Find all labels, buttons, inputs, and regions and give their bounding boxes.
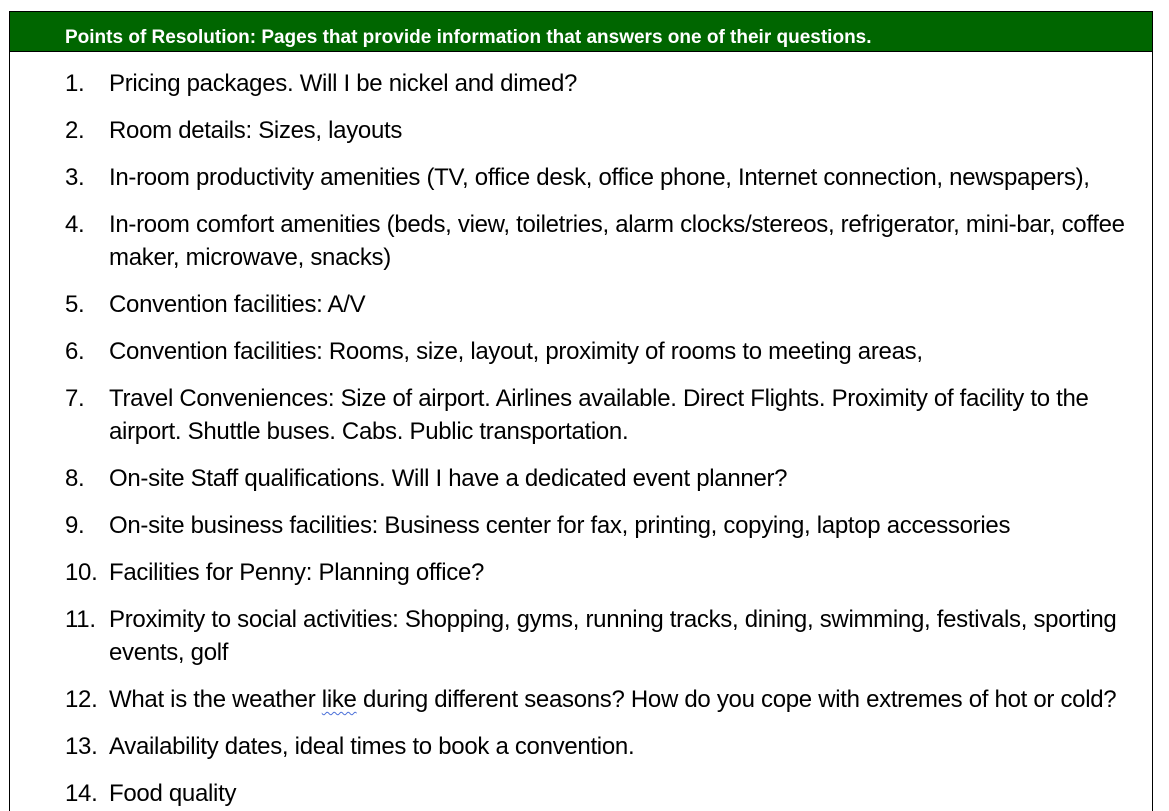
spellcheck-flagged-word[interactable]: like: [321, 686, 357, 713]
list-item-number: 10.: [65, 559, 98, 586]
list-item-number: 13.: [65, 733, 98, 760]
section-header: Points of Resolution: Pages that provide information that answers one of their questions.: [10, 12, 1152, 52]
list-item-number: 14.: [65, 780, 98, 807]
list-item-number: 7.: [65, 385, 85, 412]
list-item: [65, 777, 1145, 810]
list-item-number: 8.: [65, 465, 85, 492]
list-item: [65, 161, 1145, 194]
list-item: [65, 462, 1145, 495]
list-item-text: Facilities for Penny: Planning office?: [109, 559, 485, 586]
list-item-text: Convention facilities: A/V: [109, 291, 366, 318]
list-item-text: Convention facilities: Rooms, size, layout, proximity of rooms to meeting areas,: [109, 338, 923, 365]
list-item-number: 12.: [65, 686, 98, 713]
resolution-list: [65, 67, 1145, 811]
list-item: [65, 208, 1145, 274]
list-item: [65, 603, 1145, 669]
list-item-text: Pricing packages. Will I be nickel and dimed?: [109, 70, 578, 97]
list-item-text: In-room comfort amenities (beds, view, toiletries, alarm clocks/stereos, refrigerator, mini-bar, coffee maker, microwave, snacks): [109, 211, 1125, 271]
list-item: [65, 556, 1145, 589]
document-page: [9, 11, 1153, 811]
list-item: [65, 288, 1145, 321]
list-item-text: Proximity to social activities: Shopping, gyms, running tracks, dining, swimming, festivals, sporting events, golf: [109, 606, 1117, 666]
list-item: [65, 730, 1145, 763]
list-item-number: 6.: [65, 338, 85, 365]
list-item-text: On-site business facilities: Business center for fax, printing, copying, laptop accessories: [109, 512, 1011, 539]
text-segment: What is the weather: [109, 686, 322, 713]
list-item-text: Availability dates, ideal times to book a convention.: [109, 733, 635, 760]
list-item: [65, 683, 1145, 716]
list-item-number: 2.: [65, 117, 85, 144]
list-item-number: 9.: [65, 512, 85, 539]
list-item-text: [109, 683, 1145, 716]
list-item-text: Food quality: [109, 780, 237, 807]
list-item: [65, 382, 1145, 448]
list-item-number: 11.: [65, 606, 96, 633]
list-item: [65, 335, 1145, 368]
list-item-number: 1.: [65, 70, 85, 97]
list-item-text: Travel Conveniences: Size of airport. Airlines available. Direct Flights. Proximity of facility to the airport. Shuttle buses. Cabs. Public transportation.: [109, 385, 1089, 445]
list-item: [65, 114, 1145, 147]
list-item: [65, 67, 1145, 100]
list-item: [65, 509, 1145, 542]
list-item-number: 3.: [65, 164, 85, 191]
list-item-text: On-site Staff qualifications. Will I have a dedicated event planner?: [109, 465, 788, 492]
list-item-number: 4.: [65, 211, 85, 238]
text-segment: during different seasons? How do you cope with extremes of hot or cold?: [356, 686, 1117, 713]
list-item-number: 5.: [65, 291, 85, 318]
list-item-text: In-room productivity amenities (TV, office desk, office phone, Internet connection, newspapers),: [109, 164, 1090, 191]
list-item-text: Room details: Sizes, layouts: [109, 117, 403, 144]
